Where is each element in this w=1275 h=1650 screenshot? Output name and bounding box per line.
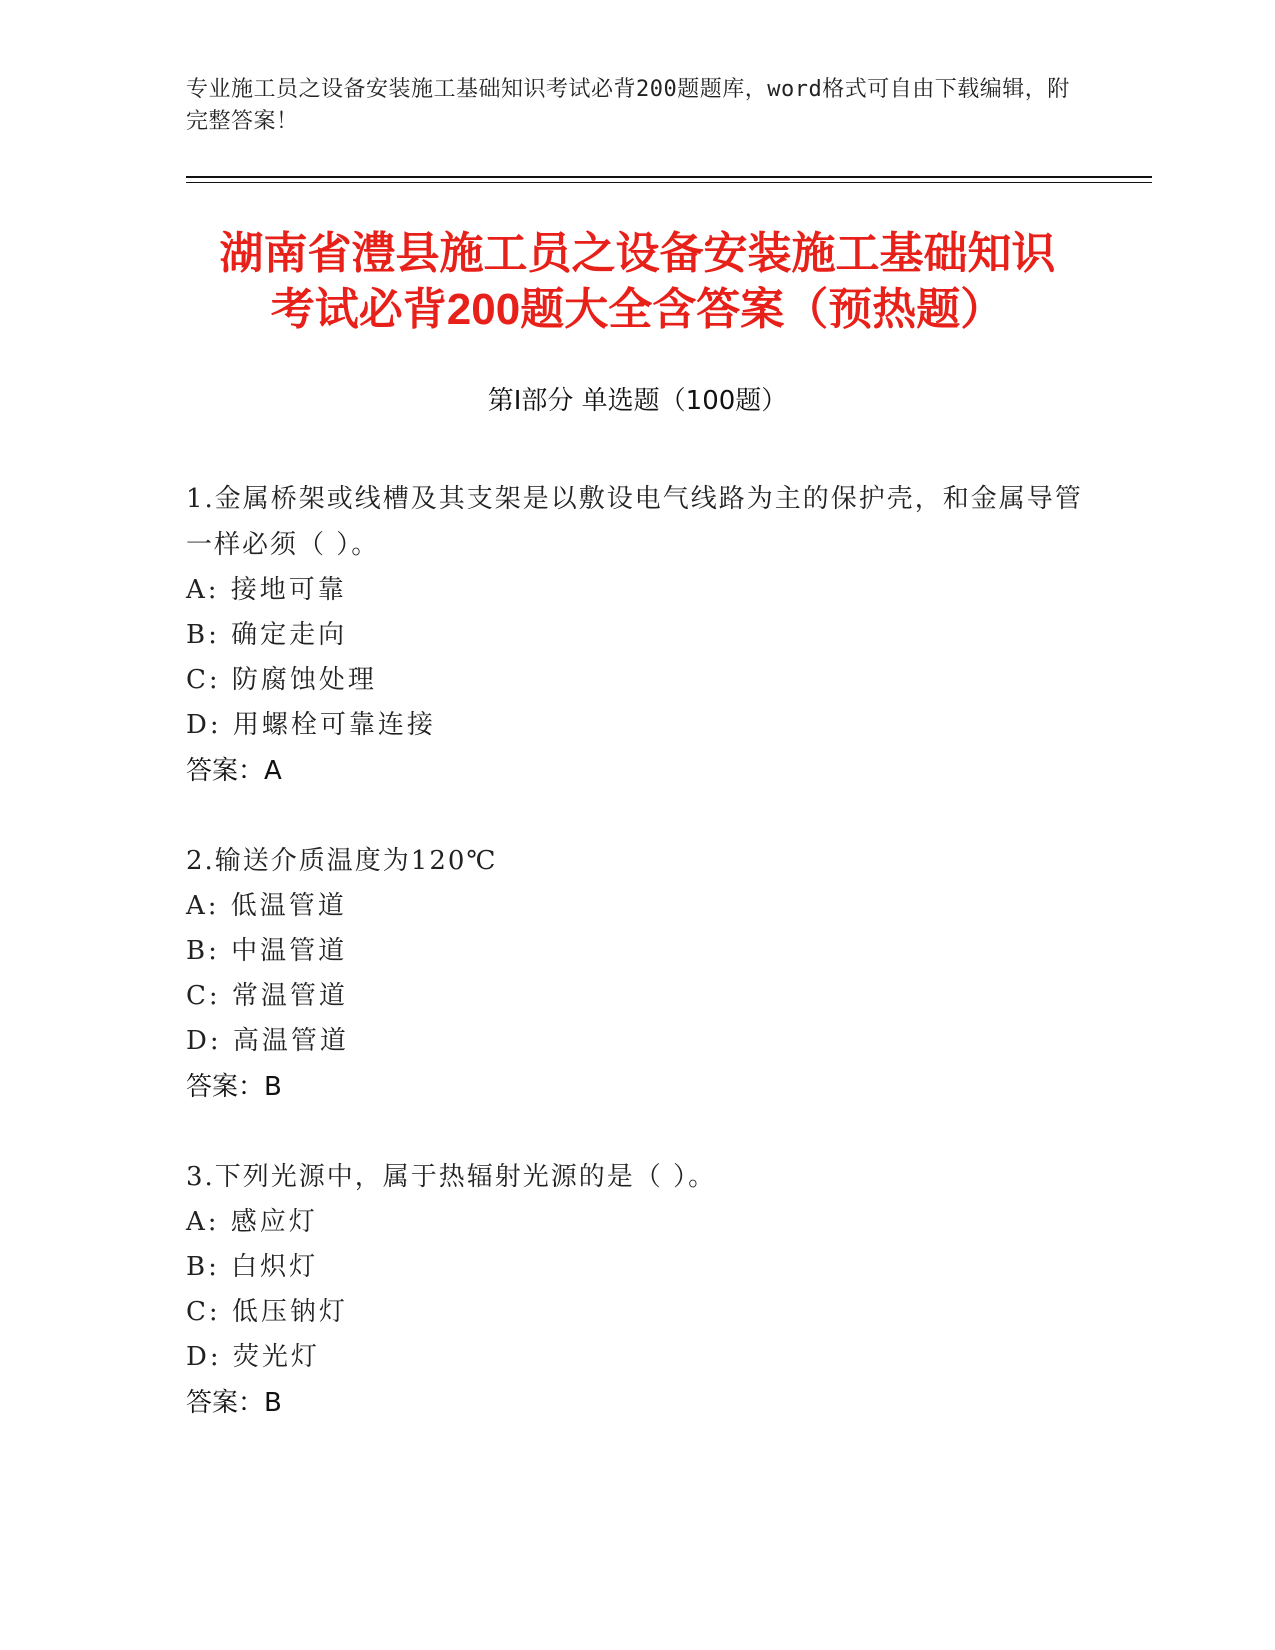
question-list [186,476,1086,1470]
option-a: A: 低温管道 [186,891,347,921]
section-title: 第Ⅰ部分 单选题（100题） [487,386,788,416]
document-title-line-2: 考试必背200题大全含答案（预热题） [270,285,1005,334]
document-title-line-1: 湖南省澧县施工员之设备安装施工基础知识 [219,229,1056,278]
document-title [150,226,1125,338]
option-c: C: 常温管道 [186,981,348,1011]
option-d: D: 用螺栓可靠连接 [186,710,436,740]
option-a: A: 感应灯 [186,1207,318,1237]
answer: 答案：A [186,756,282,786]
option-c: C: 防腐蚀处理 [186,665,377,695]
header-note: 专业施工员之设备安装施工基础知识考试必背200题题库，word格式可自由下载编辑，附完整答案！ [186,77,1070,134]
option-c: C: 低压钠灯 [186,1297,348,1327]
question-stem: 2.输送介质温度为120℃ [186,846,498,876]
option-b: B: 白炽灯 [186,1252,319,1282]
answer: 答案：B [186,1072,282,1102]
option-b: B: 中温管道 [186,936,348,966]
option-d: D: 荧光灯 [186,1342,320,1372]
header-divider-thin [186,182,1152,183]
option-d: D: 高温管道 [186,1026,349,1056]
question-stem: 1.金属桥架或线槽及其支架是以敷设电气线路为主的保护壳，和金属导管一样必须（ ）。 [186,484,1083,560]
question-3 [186,1154,1086,1426]
question-1 [186,476,1086,794]
header-divider-thick [186,176,1152,178]
answer: 答案：B [186,1388,282,1418]
option-b: B: 确定走向 [186,620,348,650]
option-a: A: 接地可靠 [186,575,347,605]
question-stem: 3.下列光源中，属于热辐射光源的是（ ）。 [186,1162,717,1192]
question-2 [186,838,1086,1110]
